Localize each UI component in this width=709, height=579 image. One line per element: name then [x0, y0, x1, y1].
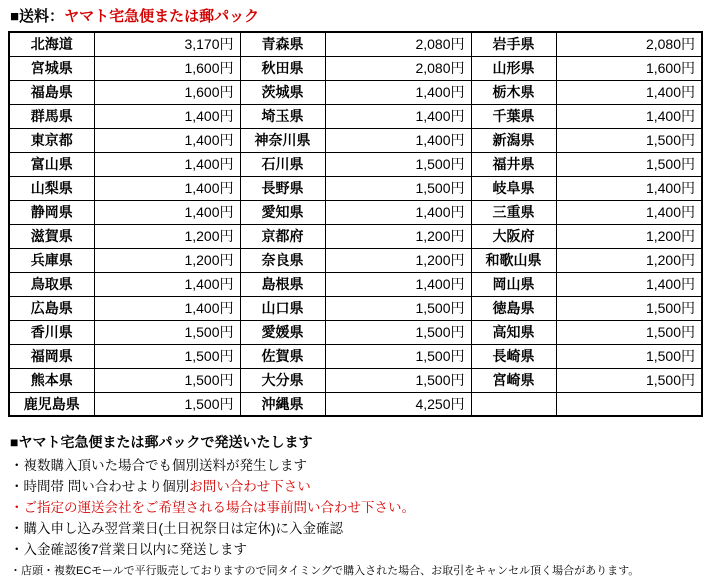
prefecture-cell: 大分県 — [240, 368, 325, 392]
prefecture-cell: 宮城県 — [9, 56, 94, 80]
prefecture-cell: 青森県 — [240, 32, 325, 56]
price-cell: 1,400円 — [556, 272, 702, 296]
note-text: ・ご指定の運送会社をご希望される場合は事前問い合わせ下さい。 — [10, 500, 415, 515]
price-cell: 1,400円 — [94, 104, 240, 128]
prefecture-cell: 群馬県 — [9, 104, 94, 128]
table-row — [9, 320, 702, 344]
page-title-prefix: ■送料： — [10, 8, 65, 25]
shipping-rate-table — [8, 31, 703, 417]
prefecture-cell: 佐賀県 — [240, 344, 325, 368]
prefecture-cell: 神奈川県 — [240, 128, 325, 152]
prefecture-cell: 埼玉県 — [240, 104, 325, 128]
prefecture-cell: 富山県 — [9, 152, 94, 176]
prefecture-cell: 山梨県 — [9, 176, 94, 200]
note-text: ・複数購入頂いた場合でも個別送料が発生します — [10, 458, 307, 473]
prefecture-cell: 鹿児島県 — [9, 392, 94, 416]
notes-list — [10, 455, 701, 560]
price-cell: 1,200円 — [325, 224, 471, 248]
prefecture-cell: 宮崎県 — [471, 368, 556, 392]
prefecture-cell: 山形県 — [471, 56, 556, 80]
empty-cell — [471, 392, 556, 416]
price-cell: 1,400円 — [325, 80, 471, 104]
prefecture-cell: 岩手県 — [471, 32, 556, 56]
price-cell: 1,500円 — [556, 344, 702, 368]
prefecture-cell: 長野県 — [240, 176, 325, 200]
price-cell: 1,500円 — [556, 320, 702, 344]
table-row — [9, 176, 702, 200]
price-cell: 1,500円 — [556, 368, 702, 392]
price-cell: 1,200円 — [556, 248, 702, 272]
price-cell: 1,400円 — [94, 200, 240, 224]
prefecture-cell: 和歌山県 — [471, 248, 556, 272]
table-row — [9, 152, 702, 176]
prefecture-cell: 三重県 — [471, 200, 556, 224]
price-cell: 1,400円 — [556, 104, 702, 128]
price-cell: 1,400円 — [94, 152, 240, 176]
prefecture-cell: 愛知県 — [240, 200, 325, 224]
note-line — [10, 497, 701, 518]
note-line — [10, 455, 701, 476]
prefecture-cell: 山口県 — [240, 296, 325, 320]
prefecture-cell: 香川県 — [9, 320, 94, 344]
price-cell: 1,400円 — [556, 200, 702, 224]
price-cell: 3,170円 — [94, 32, 240, 56]
prefecture-cell: 岡山県 — [471, 272, 556, 296]
price-cell: 1,200円 — [556, 224, 702, 248]
price-cell: 1,500円 — [556, 296, 702, 320]
price-cell: 1,400円 — [556, 176, 702, 200]
notes-section — [10, 431, 701, 579]
table-row — [9, 128, 702, 152]
price-cell: 1,200円 — [325, 248, 471, 272]
shipping-rate-table-body — [9, 32, 702, 416]
prefecture-cell: 愛媛県 — [240, 320, 325, 344]
prefecture-cell: 徳島県 — [471, 296, 556, 320]
table-row — [9, 272, 702, 296]
price-cell: 1,200円 — [94, 224, 240, 248]
price-cell: 1,500円 — [556, 128, 702, 152]
price-cell: 1,200円 — [94, 248, 240, 272]
prefecture-cell: 福島県 — [9, 80, 94, 104]
table-row — [9, 56, 702, 80]
table-row — [9, 248, 702, 272]
table-row — [9, 80, 702, 104]
table-row — [9, 200, 702, 224]
price-cell: 1,400円 — [325, 128, 471, 152]
price-cell: 2,080円 — [325, 32, 471, 56]
price-cell: 1,400円 — [556, 80, 702, 104]
prefecture-cell: 岐阜県 — [471, 176, 556, 200]
table-row — [9, 296, 702, 320]
note-text: ・購入申し込み翌営業日(土日祝祭日は定休)に入金確認 — [10, 521, 343, 536]
price-cell: 1,400円 — [94, 296, 240, 320]
price-cell: 1,400円 — [94, 272, 240, 296]
notes-heading: ■ヤマト宅急便または郵パックで発送いたします — [10, 434, 313, 450]
prefecture-cell: 秋田県 — [240, 56, 325, 80]
notes-fine-print: ・店頭・複数ECモールで平行販売しておりますので同タイミングで購入された場合、お取引をキャンセル頂く場合があります。 — [10, 565, 640, 577]
table-row — [9, 392, 702, 416]
price-cell: 2,080円 — [325, 56, 471, 80]
prefecture-cell: 石川県 — [240, 152, 325, 176]
prefecture-cell: 茨城県 — [240, 80, 325, 104]
prefecture-cell: 大阪府 — [471, 224, 556, 248]
prefecture-cell: 千葉県 — [471, 104, 556, 128]
page-title — [10, 8, 701, 26]
prefecture-cell: 福岡県 — [9, 344, 94, 368]
price-cell: 1,500円 — [94, 392, 240, 416]
price-cell: 1,400円 — [325, 272, 471, 296]
table-row — [9, 104, 702, 128]
price-cell: 1,500円 — [325, 344, 471, 368]
note-text: ・時間帯 問い合わせより個別 — [10, 479, 190, 494]
note-line — [10, 539, 701, 560]
price-cell: 1,400円 — [325, 200, 471, 224]
price-cell: 1,400円 — [94, 176, 240, 200]
price-cell: 1,600円 — [556, 56, 702, 80]
page-title-carrier: ヤマト宅急便または郵パック — [64, 8, 260, 25]
note-text: お問い合わせ下さい — [189, 479, 311, 494]
prefecture-cell: 滋賀県 — [9, 224, 94, 248]
prefecture-cell: 東京都 — [9, 128, 94, 152]
price-cell: 1,400円 — [325, 104, 471, 128]
prefecture-cell: 広島県 — [9, 296, 94, 320]
price-cell: 4,250円 — [325, 392, 471, 416]
price-cell: 1,500円 — [325, 176, 471, 200]
prefecture-cell: 兵庫県 — [9, 248, 94, 272]
prefecture-cell: 鳥取県 — [9, 272, 94, 296]
empty-cell — [556, 392, 702, 416]
prefecture-cell: 静岡県 — [9, 200, 94, 224]
price-cell: 1,500円 — [325, 296, 471, 320]
note-text: ・入金確認後7営業日以内に発送します — [10, 542, 248, 557]
prefecture-cell: 熊本県 — [9, 368, 94, 392]
price-cell: 1,500円 — [325, 320, 471, 344]
price-cell: 2,080円 — [556, 32, 702, 56]
prefecture-cell: 北海道 — [9, 32, 94, 56]
prefecture-cell: 栃木県 — [471, 80, 556, 104]
prefecture-cell: 福井県 — [471, 152, 556, 176]
prefecture-cell: 島根県 — [240, 272, 325, 296]
note-line — [10, 518, 701, 539]
prefecture-cell: 沖縄県 — [240, 392, 325, 416]
price-cell: 1,500円 — [94, 368, 240, 392]
price-cell: 1,500円 — [325, 368, 471, 392]
price-cell: 1,500円 — [556, 152, 702, 176]
table-row — [9, 344, 702, 368]
table-row — [9, 224, 702, 248]
table-row — [9, 368, 702, 392]
price-cell: 1,600円 — [94, 80, 240, 104]
prefecture-cell: 京都府 — [240, 224, 325, 248]
prefecture-cell: 奈良県 — [240, 248, 325, 272]
prefecture-cell: 高知県 — [471, 320, 556, 344]
price-cell: 1,500円 — [94, 320, 240, 344]
table-row — [9, 32, 702, 56]
price-cell: 1,500円 — [325, 152, 471, 176]
price-cell: 1,600円 — [94, 56, 240, 80]
prefecture-cell: 新潟県 — [471, 128, 556, 152]
prefecture-cell: 長崎県 — [471, 344, 556, 368]
price-cell: 1,500円 — [94, 344, 240, 368]
price-cell: 1,400円 — [94, 128, 240, 152]
note-line — [10, 476, 701, 497]
